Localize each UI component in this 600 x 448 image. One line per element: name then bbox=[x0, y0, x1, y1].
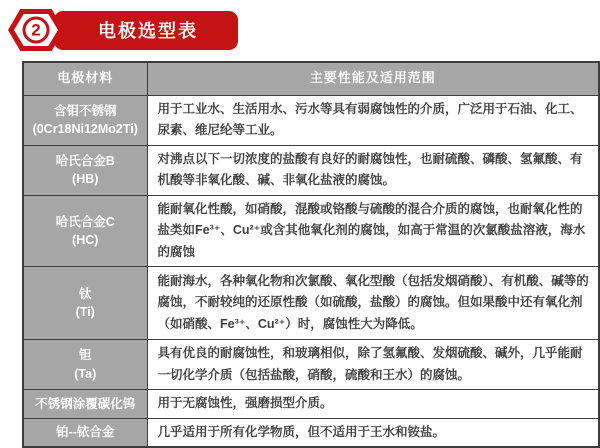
material-cell bbox=[23, 418, 147, 447]
description-cell: 能耐氧化性酸，如硝酸，混酸或铬酸与硫酸的混合介质的腐蚀，也耐氧化性的盐类如Fe³⁺、Cu²⁺或含其他氧化剂的腐蚀，如高于常温的次氯酸盐溶液，海水的腐蚀 bbox=[147, 195, 599, 267]
material-name: 哈氏合金C bbox=[55, 214, 115, 229]
material-name: 哈氏合金B bbox=[55, 153, 115, 168]
description-cell: 对沸点以下一切浓度的盐酸有良好的耐腐蚀性，也耐硫酸、磷酸、氢氟酸、有机酸等非氧化酸、碱、非氧化盐液的腐蚀。 bbox=[147, 145, 599, 195]
material-name: 钽 bbox=[78, 348, 92, 363]
column-header-description: 主要性能及适用范围 bbox=[147, 62, 599, 95]
table-header-row bbox=[23, 62, 599, 95]
material-name: 不锈钢涂覆碳化钨 bbox=[35, 396, 136, 411]
table-row bbox=[23, 267, 599, 340]
table-row bbox=[23, 145, 599, 195]
table-row bbox=[23, 418, 599, 447]
material-cell bbox=[23, 95, 147, 145]
description-cell: 用于工业水、生活用水、污水等具有弱腐蚀性的介质，广泛用于石油、化工、尿素、维尼纶等工业。 bbox=[147, 95, 599, 145]
material-cell bbox=[23, 340, 147, 390]
material-cell bbox=[23, 267, 147, 340]
material-name: 钛 bbox=[78, 286, 92, 301]
material-code: (HB) bbox=[72, 172, 99, 186]
page-header bbox=[8, 8, 600, 52]
badge-number: 2 bbox=[23, 17, 50, 44]
material-code: (HC) bbox=[72, 232, 99, 247]
page-title: 电极选型表 bbox=[54, 11, 238, 50]
table-row bbox=[23, 340, 599, 390]
description-cell: 几乎适用于所有化学物质，但不适用于王水和铵盐。 bbox=[147, 418, 599, 447]
material-cell bbox=[23, 195, 147, 267]
table-row bbox=[23, 195, 599, 267]
material-name: 含钼不锈钢 bbox=[53, 103, 117, 118]
material-code: (Ta) bbox=[74, 366, 97, 381]
electrode-selection-table bbox=[22, 61, 600, 448]
material-code: (Ti) bbox=[75, 305, 95, 319]
material-code: (0Cr18Ni12Mo2Ti) bbox=[32, 122, 138, 136]
description-cell: 能耐海水，各种氧化物和次氯酸、氧化型酸（包括发烟硝酸）、有机酸、碱等的腐蚀，不耐较纯的还原性酸（如硫酸，盐酸）的腐蚀。但如果酸中还有氧化剂（如硝酸、Fe³⁺、Cu²⁺）时，腐蚀性大为降低。 bbox=[147, 267, 599, 340]
description-cell: 具有优良的耐腐蚀性，和玻璃相似，除了氢氟酸、发烟硫酸、碱外，几乎能耐一切化学介质（包括盐酸，硝酸，硫酸和王水）的腐蚀。 bbox=[147, 340, 599, 390]
column-header-material: 电极材料 bbox=[23, 62, 147, 95]
table-row bbox=[23, 95, 599, 145]
section-number-badge bbox=[8, 9, 64, 51]
material-cell bbox=[23, 145, 147, 195]
material-cell bbox=[23, 390, 147, 419]
description-cell: 用于无腐蚀性，强磨损型介质。 bbox=[147, 390, 599, 419]
material-name: 铂--铱合金 bbox=[56, 425, 115, 440]
table-row bbox=[23, 390, 599, 419]
